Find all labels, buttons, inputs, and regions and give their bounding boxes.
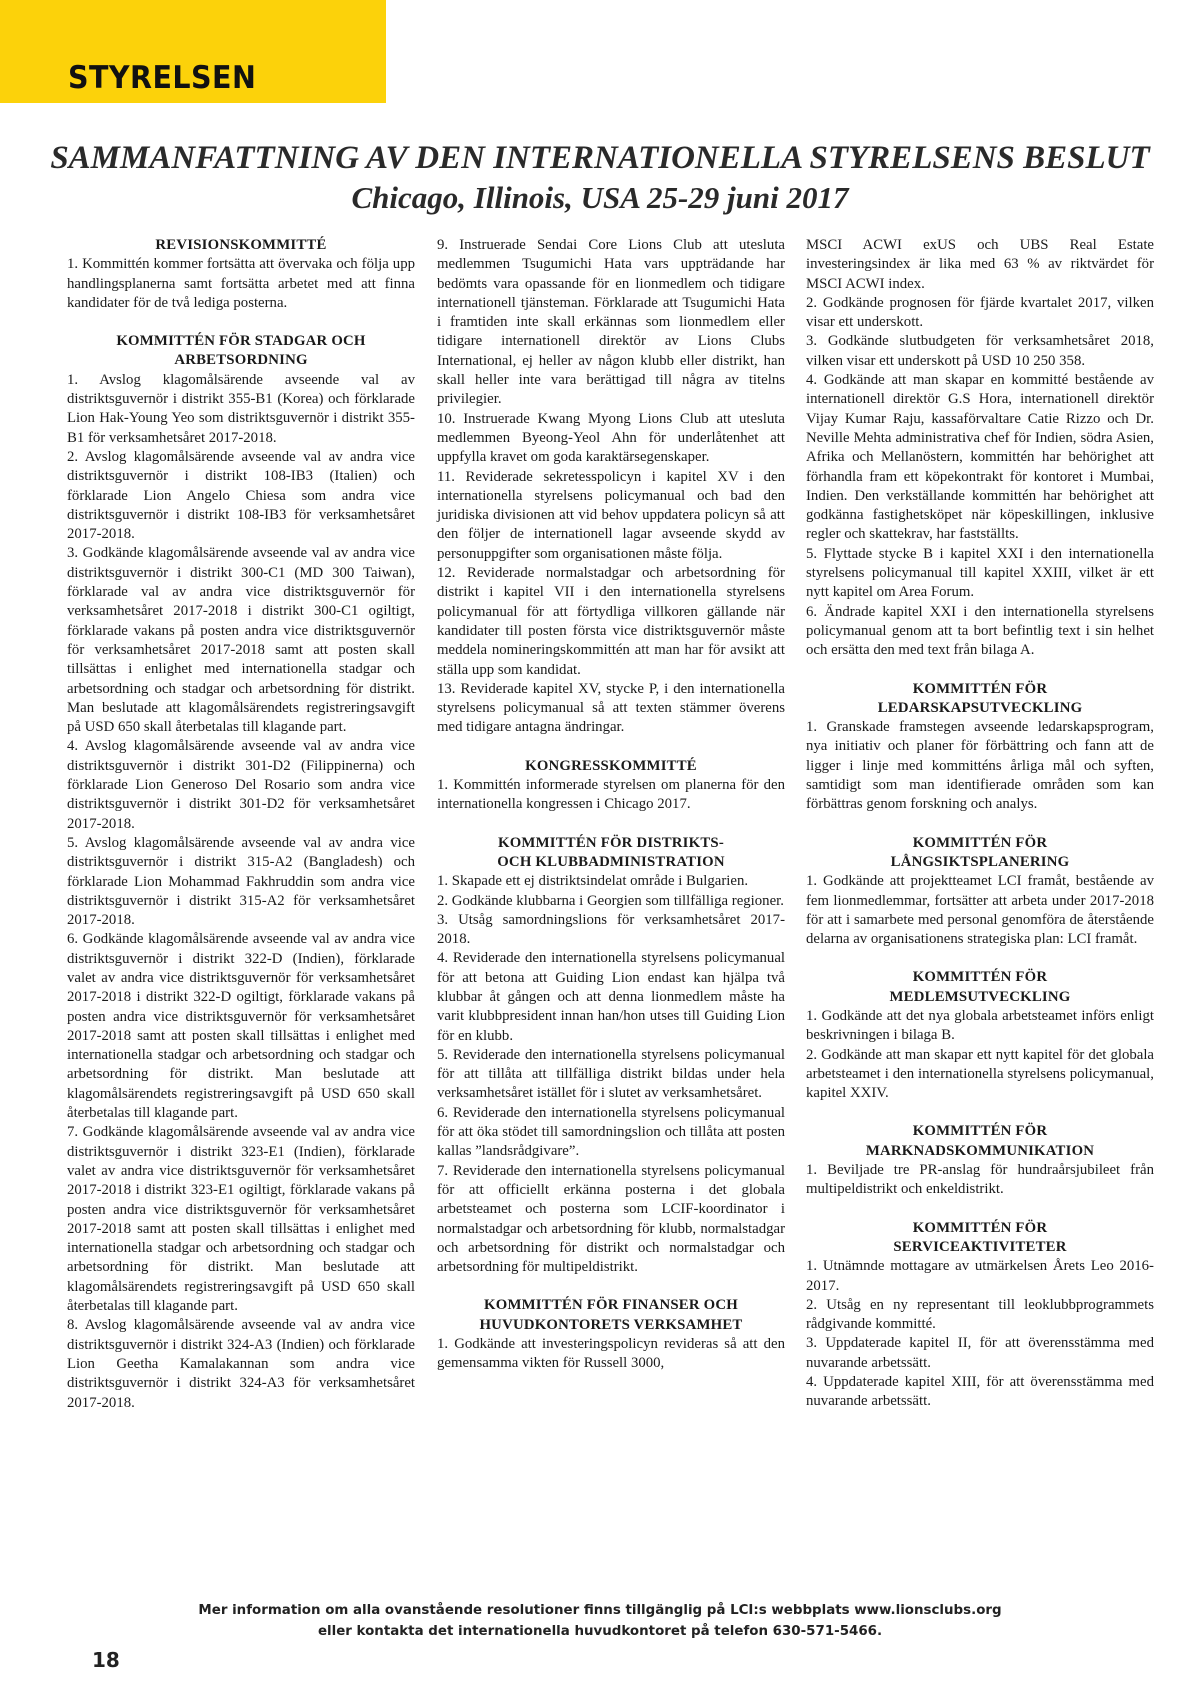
committee-heading-line: KOMMITTÉN FÖR STADGAR OCH — [116, 333, 366, 350]
committee-heading-line: KOMMITTÉN FÖR — [912, 969, 1048, 986]
committee-heading-line: KOMMITTÉN FÖR — [912, 680, 1048, 697]
resolution-item: 6. Ändrade kapitel XXI i den internationella styrelsens policymanual genom att ta bort befintlig text i sin helhet och ersätta den med text från bilaga A. — [806, 603, 1154, 659]
committee-heading — [67, 332, 415, 371]
committee-heading-line: KOMMITTÉN FÖR — [912, 1123, 1048, 1140]
resolution-item: 12. Reviderade normalstadgar och arbetsordning för distrikt i kapitel VII i den internationella styrelsens policymanual för att förtydliga villkoren gällande när kandidater till posten första vice distriktsguvernör måste meddela nomineringskommittén att man har för avsikt att ställa upp som kandidat. — [437, 565, 785, 678]
resolution-item: 4. Avslog klagomålsärende avseende val av andra vice distriktsguvernör i distrikt 301-D2 (Filippinerna) och förklarade Lion Generoso Del Rosario som andra vice distriktsguvernör i distrikt 301-D2 för verksamhetsåret 2017-2018. — [67, 738, 415, 832]
resolution-item: 5. Flyttade stycke B i kapitel XXI i den internationella styrelsens policymanual till kapitel XXIII, vilket är ett nytt kapitel om Area Forum. — [806, 545, 1154, 601]
footer-line-1: Mer information om alla ovanstående resolutioner finns tillgänglig på LCI:s webbplats www.lionsclubs.org — [198, 1603, 1002, 1618]
text-column-1 — [67, 236, 415, 1413]
text-column-3 — [806, 236, 1154, 1412]
page-subtitle: Chicago, Illinois, USA 25-29 juni 2017 — [351, 180, 849, 215]
committee-heading-line: MEDLEMSUTVECKLING — [889, 988, 1071, 1005]
resolution-item: 1. Beviljade tre PR-anslag för hundraårsjubileet från multipeldistrikt och enkeldistrikt. — [806, 1162, 1154, 1198]
resolution-item: 9. Instruerade Sendai Core Lions Club att utesluta medlemmen Tsugumichi Hata vars uppträdande har bedömts vara opassande för en lionmedlem och tidigare internationell tjänsteman. Förklarade att Tsugumichi Hata i framtiden inte skall erkännas som lionmedlem eller tidigare internationell direktör av Lions Clubs International, ej heller av någon klubb eller distrikt, han skall heller inte vara berättigad till några av titelns privilegier. — [437, 237, 785, 408]
resolution-item: 1. Kommittén kommer fortsätta att övervaka och följa upp handlingsplanerna samt fortsätta arbetet med att finna kandidater för de två lediga posterna. — [67, 256, 415, 311]
resolution-item: 3. Godkände slutbudgeten för verksamhetsåret 2018, vilken visar ett underskott på USD 10 250 358. — [806, 333, 1154, 369]
resolution-item: 1. Skapade ett ej distriktsindelat område i Bulgarien. — [437, 873, 749, 890]
resolution-item: 7. Godkände klagomålsärende avseende val av andra vice distriktsguvernör i distrikt 323-E1 (Indien), förklarade valet av andra vice distriktsguvernör för verksamhetsåret 2017-2018 i distrikt 323-E1 ogiltigt, förklarade vakans på posten andra vice distriktsguvernör för verksamhetsåret 2017-2018 samt att posten skall tillsättas i enlighet med internationella stadgar och arbetsordning och stadgar och arbetsordning för distrikt. Man beslutade att klagomålsärendets registreringsavgift på USD 650 skall återbetalas till klagande part. — [67, 1124, 415, 1315]
resolution-item: 1. Granskade framstegen avseende ledarskapsprogram, nya initiativ och planer för förbättring och fann att de ligger i linje med kommitténs årliga mål och syften, samtidigt som man identifierade områden som kan förbättras genom forskning och analys. — [806, 719, 1154, 813]
resolution-item: 2. Godkände att man skapar ett nytt kapitel för det globala arbetsteamet i den internationella styrelsens policymanual, kapitel XXIV. — [806, 1046, 1154, 1102]
committee-heading-line: HUVUDKONTORETS VERKSAMHET — [479, 1316, 743, 1333]
resolution-item: 1. Avslog klagomålsärende avseende val av distriktsguvernör i distrikt 355-B1 (Korea) och förklarade Lion Hak-Young Yeo som distriktsguvernör i distrikt 355-B1 för verksamhetsåret 2017-2018. — [67, 371, 415, 446]
resolution-item: 5. Reviderade den internationella styrelsens policymanual för att tillåta att tillfälliga distrikt bildas under hela verksamhetsåret istället för i slutet av verksamhetsåret. — [437, 1046, 785, 1102]
resolution-item: 2. Godkände prognosen för fjärde kvartalet 2017, vilken visar ett underskott. — [806, 294, 1154, 331]
resolution-item: 2. Godkände klubbarna i Georgien som tillfälliga regioner. — [437, 892, 784, 909]
committee-heading-line: OCH KLUBBADMINISTRATION — [497, 853, 725, 870]
section-tab-label: STYRELSEN — [68, 60, 257, 96]
footer-line-2: eller kontakta det internationella huvudkontoret på telefon 630-571-5466. — [317, 1624, 883, 1639]
committee-heading-line: KONGRESSKOMMITTÉ — [525, 757, 697, 774]
committee-heading — [806, 968, 1154, 1007]
resolution-item: 6. Godkände klagomålsärende avseende val av andra vice distriktsguvernör i distrikt 322-D (Indien), förklarade valet av andra vice distriktsguvernör för verksamhetsåret 2017-2018 i distrikt 322-D ogiltigt, förklarade vakans på posten andra vice distriktsguvernör för verksamhetsåret 2017-2018 samt att posten skall tillsättas i enlighet med internationella stadgar och arbetsordning och stadgar och arbetsordning för distrikt. Man beslutade att klagomålsärendets registreringsavgift på USD 650 skall återbetalas till klagande part. — [67, 931, 415, 1122]
committee-heading-line: ARBETSORDNING — [174, 352, 308, 369]
resolution-item: 6. Reviderade den internationella styrelsens policymanual för att öka stödet till samordningslion och tillåta att posten kallas ”landsrådgivare”. — [437, 1104, 785, 1160]
committee-heading — [437, 1296, 785, 1335]
committee-heading — [437, 757, 785, 776]
resolution-item: 1. Kommittén informerade styrelsen om planerna för den internationella kongressen i Chicago 2017. — [437, 777, 785, 813]
resolution-item: 4. Godkände att man skapar en kommitté bestående av internationell direktör G.S Hora, internationell direktör Vijay Kumar Raju, kassaförvaltare Catie Rizzo och Dr. Neville Mehta administrativa chef för Indien, södra Asien, Afrika och Mellanöstern, kommittén har behörighet att förhandla fram ett köpekontrakt för kontoret i Mumbai, Indien. Den verkställande kommittén har behörighet att godkänna fastighetsköpet när köpeskillingen, inklusive regler och skattekrav, har fastställts. — [806, 372, 1154, 543]
resolution-item: 3. Godkände klagomålsärende avseende val av andra vice distriktsguvernör i distrikt 300-C1 (MD 300 Taiwan), förklarade val av andra vice distriktsguvernör för verksamhetsåret 2017-2018 i distrikt 300-C1 ogiltigt, förklarade vakans på posten andra vice distriktsguvernör för verksamhetsåret 2017-2018 samt att posten skall tillsättas i enlighet med internationella stadgar och arbetsordning och stadgar och arbetsordning för distrikt. Man beslutade att klagomålsärendets registreringsavgift på USD 650 skall återbetalas till klagande part. — [67, 545, 415, 736]
committee-heading — [806, 1122, 1154, 1161]
committee-heading — [806, 1219, 1154, 1258]
resolution-item: 1. Godkände att det nya globala arbetsteamet införs enligt beskrivningen i bilaga B. — [806, 1007, 1154, 1044]
committee-heading-line: MARKNADSKOMMUNIKATION — [865, 1142, 1095, 1159]
committee-heading-line: REVISIONSKOMMITTÉ — [155, 237, 327, 253]
resolution-item: 13. Reviderade kapitel XV, stycke P, i den internationella styrelsens policymanual så att texten stämmer överens med tidigare antagna ändringar. — [437, 680, 785, 736]
committee-heading-line: KOMMITTÉN FÖR — [912, 1219, 1048, 1236]
resolution-item: 1. Godkände att projektteamet LCI framåt, bestående av fem lionmedlemmar, fortsätter att arbeta under 2017-2018 för att i samarbete med personal genomföra de återstående delarna av organisationens strategiska plan: LCI framåt. — [806, 873, 1154, 948]
resolution-item: 3. Uppdaterade kapitel II, för att överensstämma med nuvarande arbetssätt. — [806, 1335, 1154, 1371]
resolution-item: 7. Reviderade den internationella styrelsens policymanual för att officiellt erkänna posterna i det globala arbetsteamet och posterna som LCIF-koordinator i normalstadgar och arbetsordning för klubb, normalstadgar och arbetsordning för distrikt och normalstadgar och arbetsordning för multipeldistrikt. — [437, 1162, 785, 1276]
resolution-item: 8. Avslog klagomålsärende avseende val av andra vice distriktsguvernör i distrikt 324-A3 (Indien) och förklarade Lion Geetha Kamalakannan som andra vice distriktsguvernör i distrikt 324-A3 för verksamhetsåret 2017-2018. — [67, 1317, 415, 1411]
committee-heading — [806, 834, 1154, 873]
committee-heading-line: KOMMITTÉN FÖR DISTRIKTS- — [498, 834, 724, 851]
committee-heading — [806, 680, 1154, 719]
resolution-item: 4. Reviderade den internationella styrelsens policymanual för att betona att Guiding Lion endast kan hjälpa två klubbar åt gången och att denna lionmedlem måste ha varit klubbpresident innan han/hon utses till Guiding Lion för en klubb. — [437, 950, 785, 1044]
page-number: 18 — [92, 1648, 120, 1672]
resolution-item: 1. Godkände att investeringspolicyn revideras så att den gemensamma vikten för Russell 3000, — [437, 1336, 785, 1372]
resolution-item: 2. Avslog klagomålsärende avseende val av andra vice distriktsguvernör i distrikt 108-IB3 (Italien) och förklarade Lion Angelo Chiesa som andra vice distriktsguvernör i distrikt 108-IB3 för verksamhetsåret 2017-2018. — [67, 448, 415, 543]
committee-heading — [437, 834, 785, 873]
committee-heading-line: LEDARSKAPSUTVECKLING — [877, 699, 1083, 716]
footer-info — [120, 1600, 1080, 1642]
section-tab — [0, 0, 386, 103]
committee-heading — [67, 236, 415, 255]
resolution-item: 2. Utsåg en ny representant till leoklubbprogrammets rådgivande kommitté. — [806, 1296, 1154, 1333]
resolution-item: MSCI ACWI exUS och UBS Real Estate investeringsindex är lika med 63 % av riktvärdet för MSCI ACWI index. — [806, 237, 1154, 292]
resolution-item: 5. Avslog klagomålsärende avseende val av andra vice distriktsguvernör i distrikt 315-A2 (Bangladesh) och förklarade Lion Mohammad Fakhruddin som andra vice distriktsguvernör i distrikt 315-A2 för verksamhetsåret 2017-2018. — [67, 834, 415, 929]
resolution-item: 4. Uppdaterade kapitel XIII, för att överensstämma med nuvarande arbetssätt. — [806, 1374, 1154, 1410]
resolution-item: 11. Reviderade sekretesspolicyn i kapitel XV i den internationella styrelsens policymanual och bad den juridiska divisionen att vid behov uppdatera policyn så att den följer de internationell lagar avseende skydd av personuppgifter som organisationen måste följa. — [437, 468, 785, 562]
committee-heading-line: KOMMITTÉN FÖR — [912, 834, 1048, 851]
resolution-item: 10. Instruerade Kwang Myong Lions Club att utesluta medlemmen Byeong-Yeol Ahn för underlåtenhet att uppfylla kravet om goda karaktärsegenskaper. — [437, 410, 785, 466]
text-column-2 — [437, 236, 785, 1374]
page-title: SAMMANFATTNING AV DEN INTERNATIONELLA STYRELSENS BESLUT — [50, 140, 1150, 176]
committee-heading-line: KOMMITTÉN FÖR FINANSER OCH — [484, 1297, 738, 1314]
resolution-item: 3. Utsåg samordningslions för verksamhetsåret 2017-2018. — [437, 911, 785, 948]
committee-heading-line: SERVICEAKTIVITETER — [893, 1238, 1067, 1255]
committee-heading-line: LÅNGSIKTSPLANERING — [890, 853, 1070, 870]
resolution-item: 1. Utnämnde mottagare av utmärkelsen Årets Leo 2016-2017. — [806, 1258, 1154, 1294]
